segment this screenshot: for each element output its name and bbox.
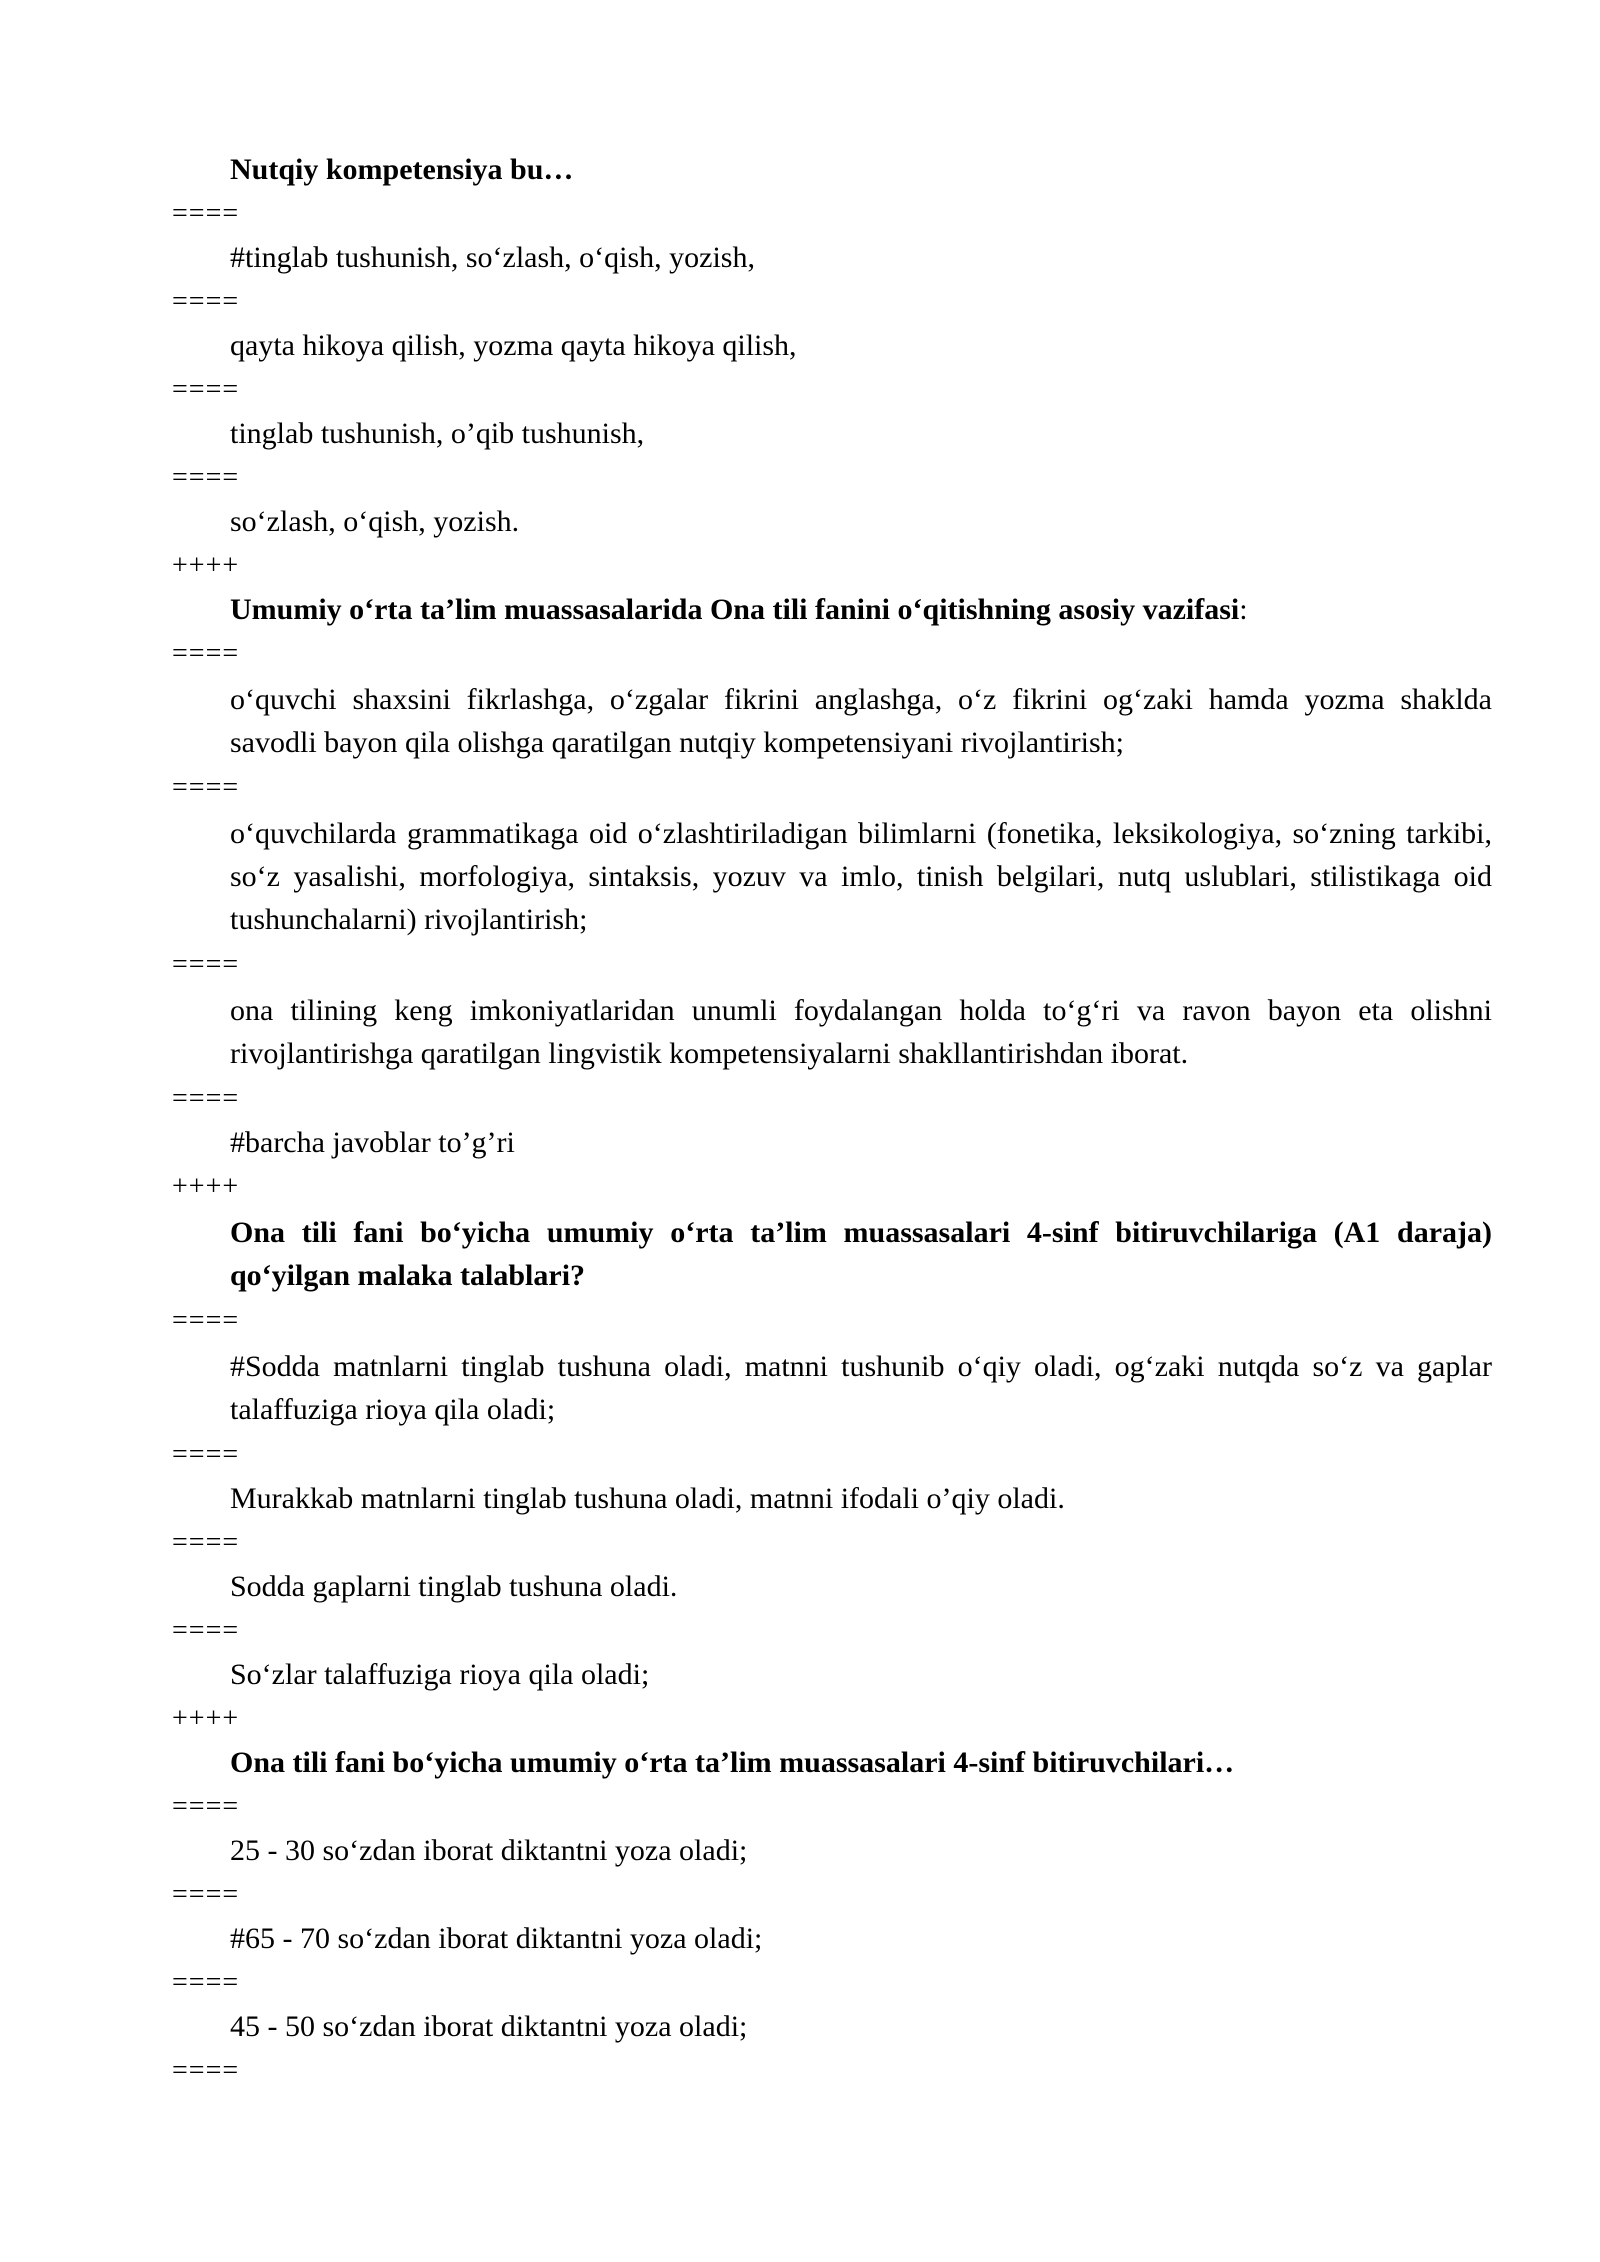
answer-option: #65 - 70 so‘zdan iborat diktantni yoza oladi; [230,1922,763,1955]
question-2 [230,588,1492,632]
answer-option: So‘zlar talaffuziga riоya qila oladi; [230,1658,650,1691]
separator: ==== [172,949,240,980]
answer-option: Murakkab matnlarni tinglab tushuna oladi, matnni ifodali o’qiy oladi. [230,1482,1065,1515]
separator: ==== [172,1439,240,1470]
separator: ==== [172,772,240,803]
question-divider: ++++ [172,550,240,581]
answer-option: tinglab tushunish, o’qib tushunish, [230,417,645,450]
answer-option: so‘zlash, o‘qish, yozish. [230,505,520,538]
answer-option: 45 - 50 so‘zdan iborat diktantni yoza oladi; [230,2010,748,2043]
separator: ==== [172,1083,240,1114]
separator: ==== [172,1527,240,1558]
separator: ==== [172,198,240,229]
question-3: Ona tili fani bo‘yicha umumiy o‘rta ta’lim muassasalari 4-sinf bitiruvchilariga (A1 daraja) qo‘yilgan malaka talablari? [230,1216,1492,1292]
separator: ==== [172,1305,240,1336]
answer-option: o‘quvchilarda grammatikaga oid o‘zlashtiriladigan bilimlarni (fonetika, leksikologiya, so‘zning tarkibi, so‘z yasalishi, morfologiya, sintaksis, yozuv va imlo, tinish belgilari, nutq uslublari, stilistikaga oid tushunchalarni) rivojlantirish; [230,817,1492,936]
separator: ==== [172,286,240,317]
answer-option: #Sodda matnlarni tinglab tushuna oladi, matnni tushunib o‘qiy oladi, og‘zaki nutqda so‘z va gaplar talaffuziga riоya qila oladi; [230,1350,1492,1426]
question-2-text: Umumiy o‘rta ta’lim muassasalarida Ona tili fanini o‘qitishning asosiy vazifasi [230,593,1240,626]
separator: ==== [172,1615,240,1646]
answer-option: qayta hikoya qilish, yozma qayta hikoya qilish, [230,329,797,362]
answer-option: ona tilining keng imkoniyatlaridan unumli foydalangan holda to‘g‘ri va ravon bayon eta olishni rivojlantirishga qaratilgan lingvistik kompetensiyalarni shakllantirishdan iborat. [230,994,1492,1070]
question-4: Ona tili fani bo‘yicha umumiy o‘rta ta’lim muassasalari 4-sinf bitiruvchilari… [230,1746,1235,1779]
answer-option: Sodda gaplarni tinglab tushuna oladi. [230,1570,678,1603]
answer-option: 25 - 30 so‘zdan iborat diktantni yoza oladi; [230,1834,748,1867]
question-1: Nutqiy kompetensiya bu… [230,153,574,186]
separator: ==== [172,1791,240,1822]
question-2-suffix: : [1239,593,1248,626]
separator: ==== [172,462,240,493]
answer-option: #barcha javoblar to’g’ri [230,1126,515,1159]
answer-option: #tinglab tushunish, so‘zlash, o‘qish, yozish, [230,241,755,274]
question-divider: ++++ [172,1703,240,1734]
separator: ==== [172,2055,240,2086]
separator: ==== [172,1879,240,1910]
separator: ==== [172,638,240,669]
separator: ==== [172,374,240,405]
answer-option: o‘quvchi shaxsini fikrlashga, o‘zgalar fikrini anglashga, o‘z fikrini og‘zaki hamda yozma shaklda savodli bayon qila olishga qaratilgan nutqiy kompetensiyani rivojlantirish; [230,683,1492,759]
separator: ==== [172,1967,240,1998]
question-divider: ++++ [172,1171,240,1202]
